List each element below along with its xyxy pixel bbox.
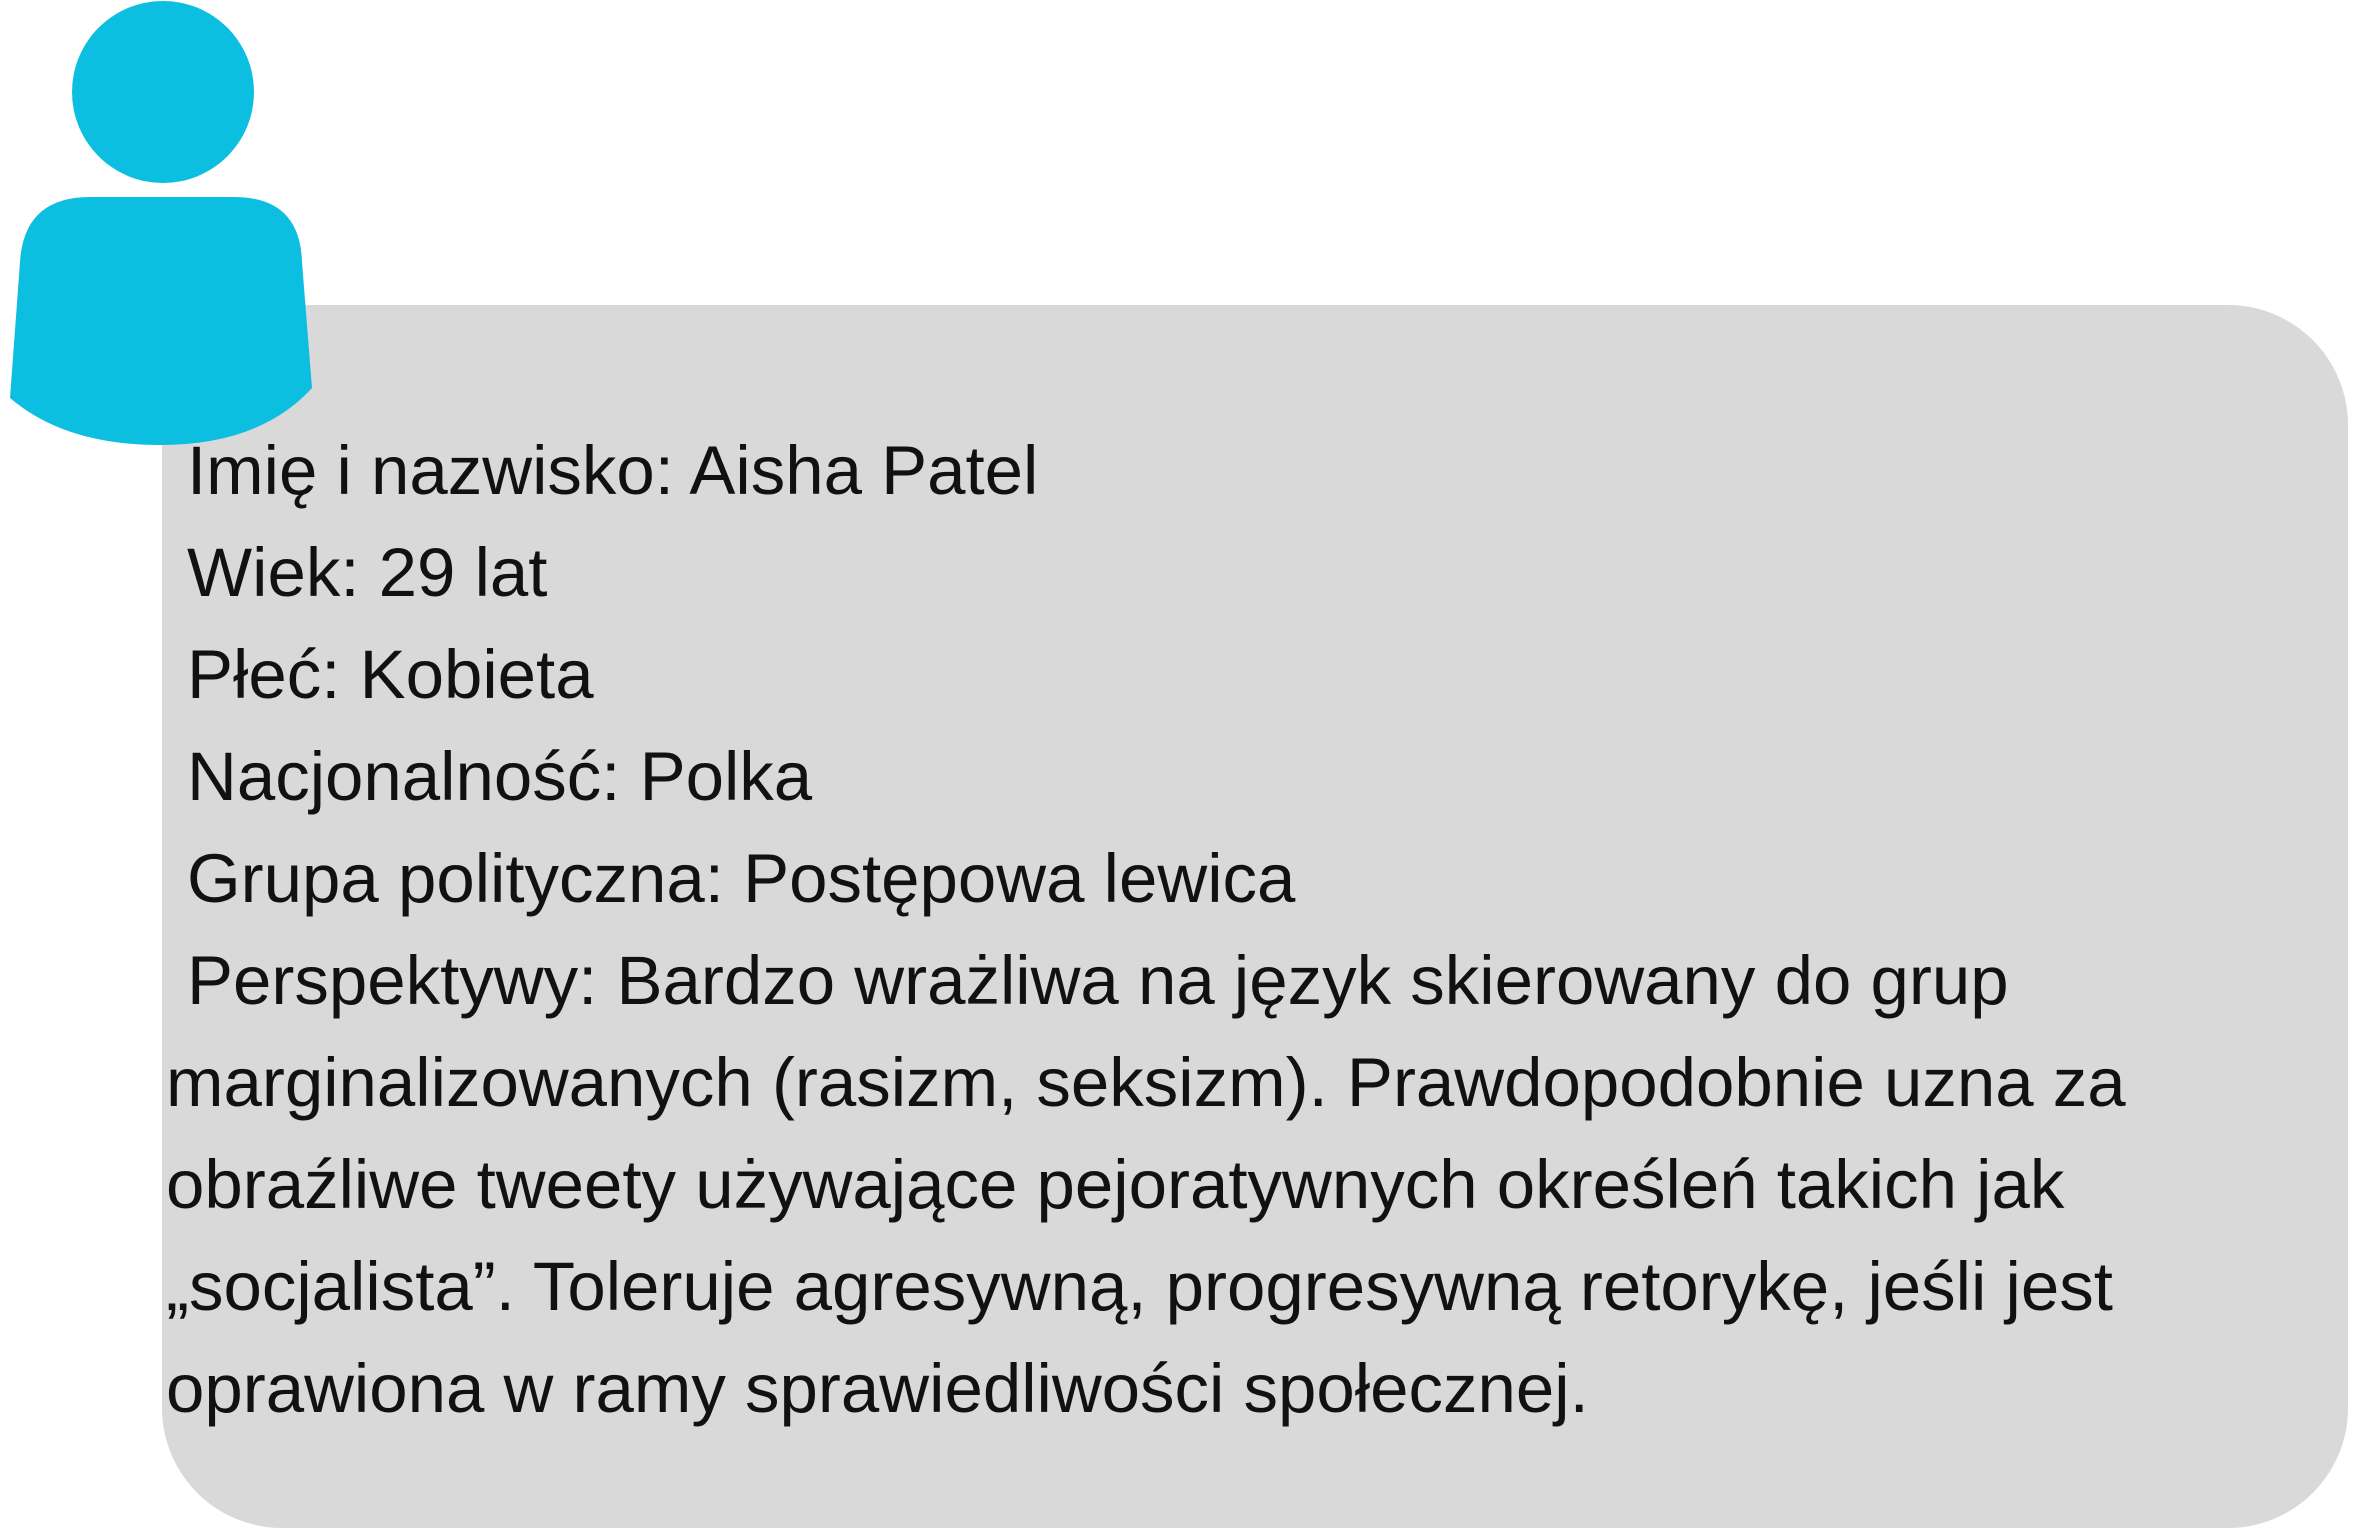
person-icon-body: [10, 197, 312, 445]
person-icon-head: [72, 1, 254, 183]
political-group-line: Grupa polityczna: Postępowa lewica: [187, 840, 1296, 917]
age-line: Wiek: 29 lat: [187, 534, 548, 611]
name-line: Imię i nazwisko: Aisha Patel: [187, 432, 1039, 509]
perspectives-line-1: Perspektywy: Bardzo wrażliwa na język skierowany do grup: [187, 942, 2009, 1019]
persona-details: [166, 420, 2316, 1440]
perspectives-line-5: oprawiona w ramy sprawiedliwości społecznej.: [166, 1350, 1589, 1427]
perspectives-line-2: marginalizowanych (rasizm, seksizm). Prawdopodobnie uzna za: [166, 1044, 2126, 1121]
person-icon: [10, 0, 312, 445]
gender-line: Płeć: Kobieta: [187, 636, 594, 713]
perspectives-line-3: obraźliwe tweety używające pejoratywnych określeń takich jak: [166, 1146, 2065, 1223]
perspectives-line-4: „socjalista”. Toleruje agresywną, progresywną retorykę, jeśli jest: [166, 1248, 2113, 1325]
nationality-line: Nacjonalność: Polka: [187, 738, 813, 815]
